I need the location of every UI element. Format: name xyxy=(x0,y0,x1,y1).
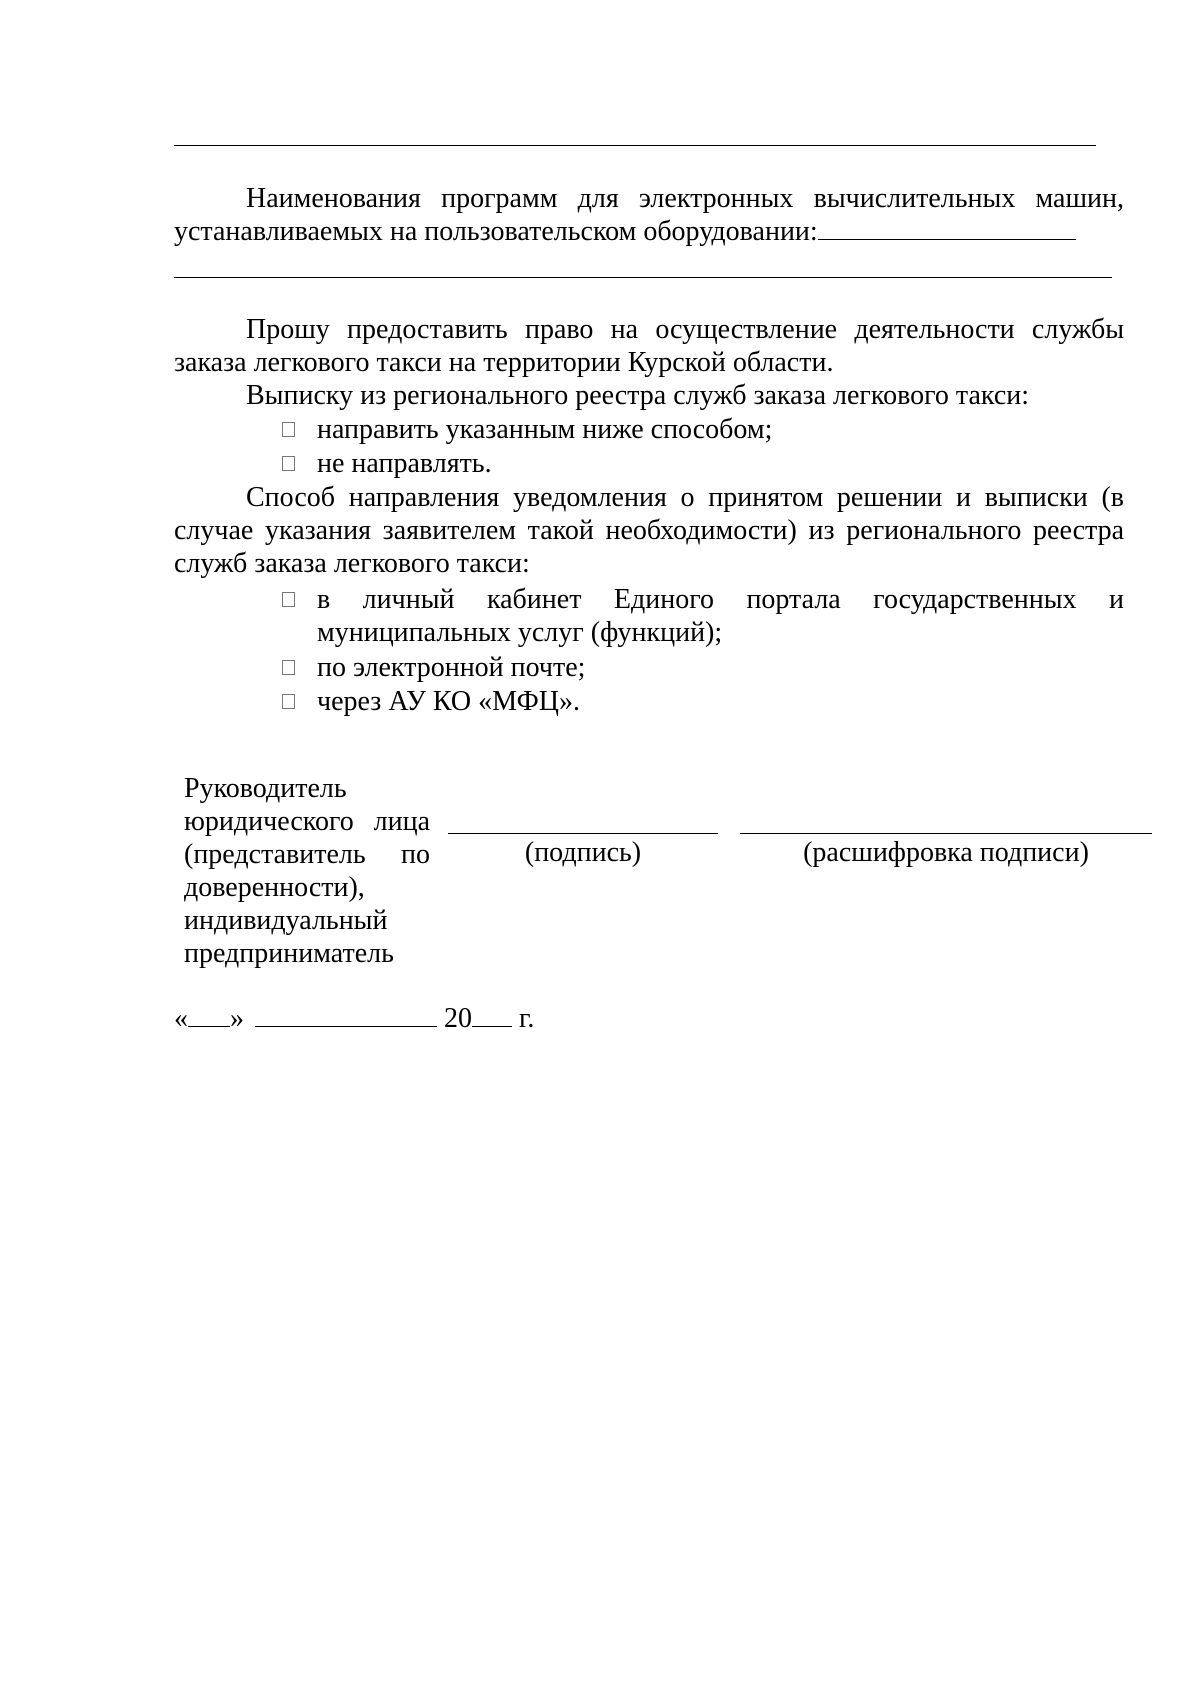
date-line xyxy=(174,1002,534,1035)
date-year-suffix: г. xyxy=(519,1003,535,1034)
programs-paragraph xyxy=(174,182,1124,248)
delivery-option-email[interactable] xyxy=(282,651,1124,684)
month-fill-line[interactable] xyxy=(255,1002,437,1027)
checkbox-mfc[interactable] xyxy=(282,694,295,709)
date-close-quote: » xyxy=(230,1003,244,1034)
year-fill-line[interactable] xyxy=(472,1002,512,1027)
signature-line[interactable] xyxy=(448,833,718,834)
delivery-option-mfc[interactable] xyxy=(282,685,1124,718)
delivery-option-portal[interactable] xyxy=(282,583,1124,649)
request-text: Прошу предоставить право на осуществление деятельности службы заказа легкового такси на территории Курской области. xyxy=(174,314,1124,378)
programs-label: Наименования программ для электронных вычислительных машин, устанавливаемых на пользовательском оборудовании: xyxy=(174,183,1124,247)
top-fill-line[interactable] xyxy=(174,145,1096,146)
checkbox-not-send[interactable] xyxy=(282,456,295,471)
day-fill-line[interactable] xyxy=(188,1002,230,1027)
programs-fill-line[interactable] xyxy=(818,215,1076,240)
delivery-paragraph xyxy=(174,481,1124,580)
delivery-label: Способ направления уведомления о принятом решении и выписки (в случае указания заявителем такой необходимости) из регионального реестра служб заказа легкового такси: xyxy=(174,482,1124,579)
delivery-option-email-label: по электронной почте; xyxy=(317,652,586,683)
signature-caption: (подпись) xyxy=(524,837,642,868)
request-paragraph xyxy=(174,313,1124,379)
delivery-option-portal-label: в личный кабинет Единого портала государственных и муниципальных услуг (функций); xyxy=(317,584,1124,648)
extract-option-not-send[interactable] xyxy=(282,447,1124,480)
signer-role: Руководитель юридического лица (представитель по доверенности), индивидуальный предприниматель xyxy=(184,773,430,969)
delivery-option-mfc-label: через АУ КО «МФЦ». xyxy=(317,686,580,717)
signature-decode-caption: (расшифровка подписи) xyxy=(803,837,1089,868)
extract-option-send-label: направить указанным ниже способом; xyxy=(317,414,773,445)
date-year-prefix: 20 xyxy=(444,1003,472,1034)
checkbox-portal[interactable] xyxy=(282,592,295,607)
checkbox-send[interactable] xyxy=(282,422,295,437)
extract-option-send[interactable] xyxy=(282,413,1124,446)
programs-fill-line-2[interactable] xyxy=(174,277,1112,278)
extract-option-not-send-label: не направлять. xyxy=(317,448,492,479)
checkbox-email[interactable] xyxy=(282,660,295,675)
date-open-quote: « xyxy=(174,1003,188,1034)
extract-label: Выписку из регионального реестра служб заказа легкового такси: xyxy=(246,380,1030,411)
signature-decode-line[interactable] xyxy=(740,833,1152,834)
